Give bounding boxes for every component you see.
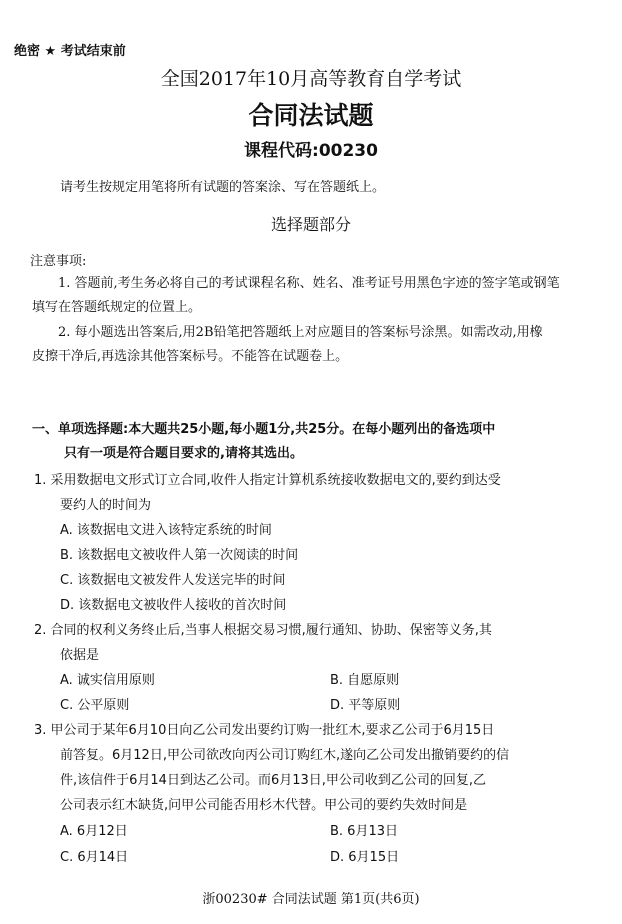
question-3-line-2: 前答复。6月12日,甲公司欲改向丙公司订购红木,遂向乙公司发出撤销要约的信	[60, 748, 510, 763]
paper-title: 合同法试题	[248, 101, 374, 130]
question-1-option-d: D. 该数据电文被收件人接收的首次时间	[60, 598, 287, 613]
part1-heading-line-1: 一、单项选择题:本大题共25小题,每小题1分,共25分。在每小题列出的备选项中	[32, 422, 496, 437]
part1-heading-line-2: 只有一项是符合题目要求的,请将其选出。	[64, 446, 303, 461]
question-1-option-b: B. 该数据电文被收件人第一次阅读的时间	[60, 548, 299, 563]
question-2-line-1: 2. 合同的权利义务终止后,当事人根据交易习惯,履行通知、协助、保密等义务,其	[34, 623, 492, 638]
question-2-line-2: 依据是	[60, 648, 100, 663]
course-code: 课程代码:00230	[244, 141, 378, 161]
question-2-option-b: B. 自愿原则	[330, 673, 400, 688]
question-2-option-d: D. 平等原则	[330, 698, 401, 713]
question-3-line-4: 公司表示红木缺货,问甲公司能否用杉木代替。甲公司的要约失效时间是	[60, 798, 468, 813]
instruction-text: 请考生按规定用笔将所有试题的答案涂、写在答题纸上。	[60, 180, 386, 195]
question-1-option-a: A. 该数据电文进入该特定系统的时间	[60, 523, 272, 538]
question-3-line-1: 3. 甲公司于某年6月10日向乙公司发出要约订购一批红木,要求乙公司于6月15日	[34, 723, 495, 738]
secret-label: 绝密 ★ 考试结束前	[14, 44, 126, 59]
question-3-option-c: C. 6月14日	[60, 850, 129, 865]
notice-item-2-line-1: 2. 每小题选出答案后,用2B铅笔把答题纸上对应题目的答案标号涂黑。如需改动,用橡	[58, 325, 543, 340]
notice-item-1-line-1: 1. 答题前,考生务必将自己的考试课程名称、姓名、准考证号用黑色字迹的签字笔或钢笔	[58, 276, 560, 291]
question-1-line-1: 1. 采用数据电文形式订立合同,收件人指定计算机系统接收数据电文的,要约到达受	[34, 473, 501, 488]
question-2-option-c: C. 公平原则	[60, 698, 130, 713]
question-2-option-a: A. 诚实信用原则	[60, 673, 155, 688]
question-1-line-2: 要约人的时间为	[60, 498, 152, 513]
question-3-option-b: B. 6月13日	[330, 824, 398, 839]
notice-heading: 注意事项:	[30, 254, 87, 269]
question-1-option-c: C. 该数据电文被发件人发送完毕的时间	[60, 573, 286, 588]
section-title: 选择题部分	[270, 215, 351, 234]
question-3-option-d: D. 6月15日	[330, 850, 400, 865]
exam-title: 全国2017年10月高等教育自学考试	[160, 68, 462, 90]
page-footer: 浙00230# 合同法试题 第1页(共6页)	[202, 892, 420, 907]
notice-item-1-line-2: 填写在答题纸规定的位置上。	[32, 300, 202, 315]
question-3-line-3: 件,该信件于6月14日到达乙公司。而6月13日,甲公司收到乙公司的回复,乙	[60, 773, 487, 788]
notice-item-2-line-2: 皮擦干净后,再选涂其他答案标号。不能答在试题卷上。	[32, 349, 349, 364]
question-3-option-a: A. 6月12日	[60, 824, 128, 839]
